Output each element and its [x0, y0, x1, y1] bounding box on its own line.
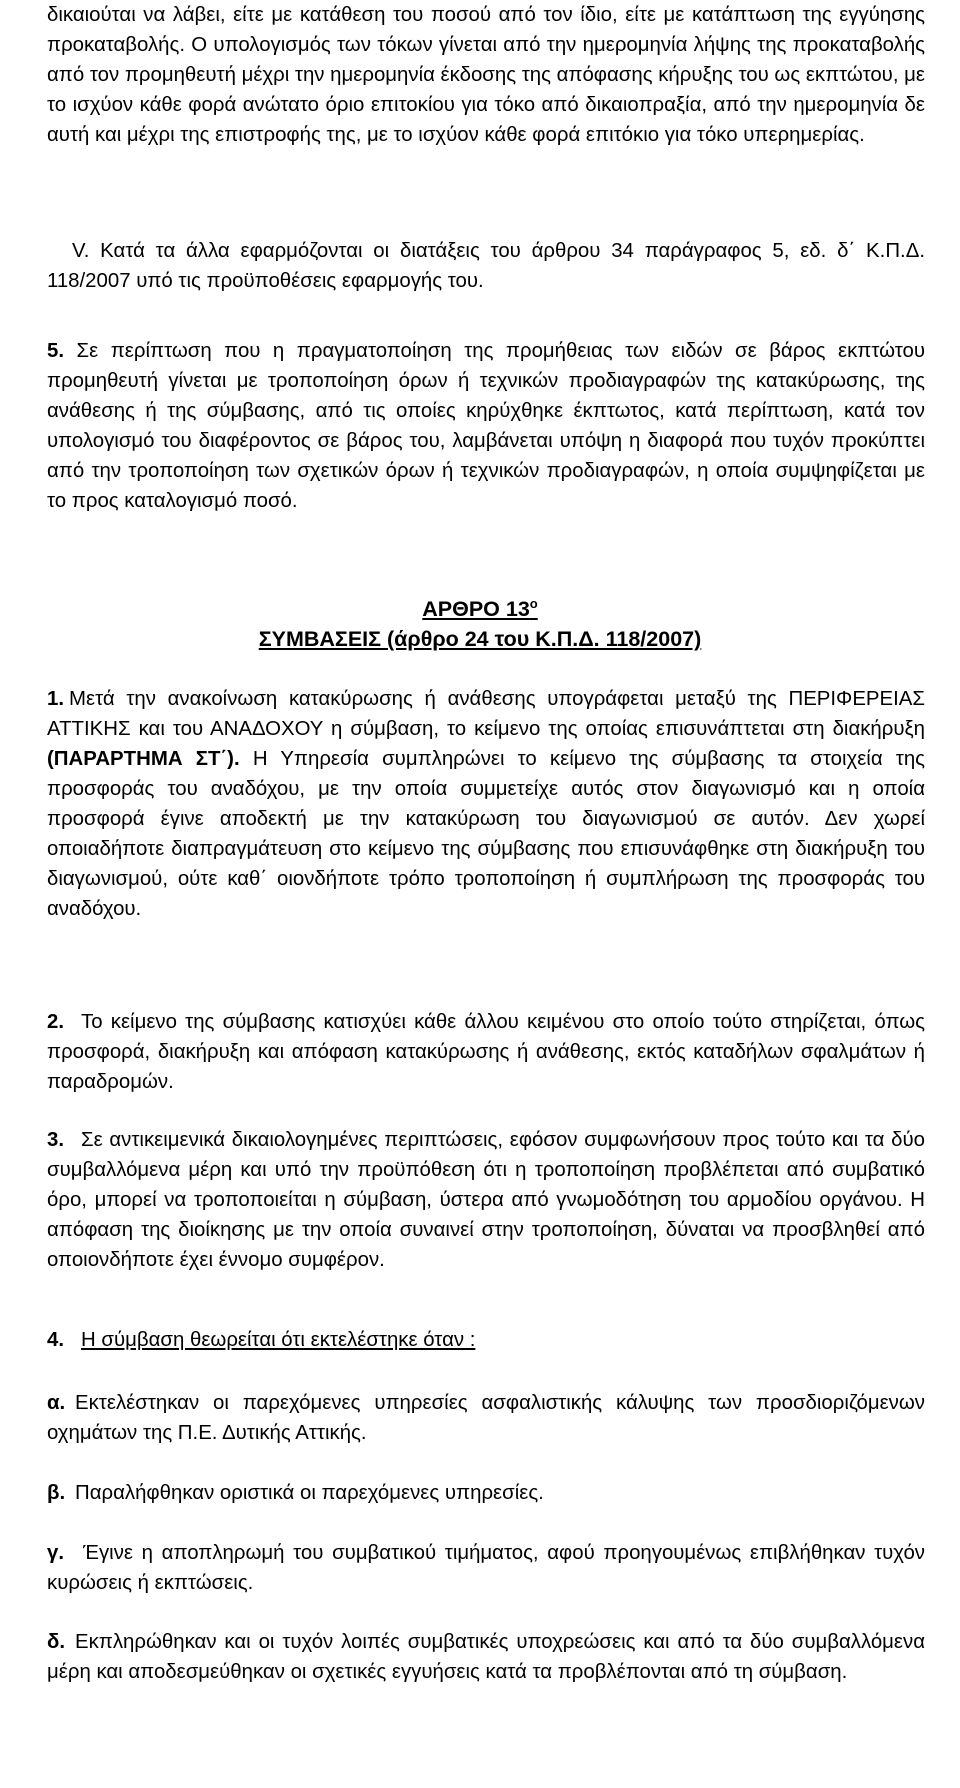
- subitem-d: [47, 1627, 925, 1687]
- item-5-text: Σε περίπτωση που η πραγματοποίηση της προμήθειας των ειδών σε βάρος εκπτώτου προμηθευτή γίνεται με τροποποίηση όρων ή τεχνικών προδιαγραφών της κατακύρωσης, της ανάθεσης ή της σύμβασης, από τις οποίες κηρύχθηκε έκπτωτος, κατά περίπτωση, κατά τον υπολογισμό του διαφέροντος σε βάρος του, λαμβάνεται υπόψη η διαφορά που τυχόν προκύπτει από την τροποποίηση των σχετικών όρων ή τεχνικών προδιαγραφών, η οποία συμψηφίζεται με το προς καταλογισμό ποσό.: [47, 340, 925, 512]
- article-subtitle: ΣΥΜΒΑΣΕΙΣ (άρθρο 24 του Κ.Π.Δ. 118/2007): [258, 627, 702, 651]
- item-2-text: Το κείμενο της σύμβασης κατισχύει κάθε άλλου κειμένου στο οποίο τούτο στηρίζεται, όπως προσφορά, διακήρυξη και απόφαση κατακύρωσης ή ανάθεσης, εκτός καταδήλων σφαλμάτων ή παραδρομών.: [47, 1011, 925, 1093]
- subitem-b-text: Παραλήφθηκαν οριστικά οι παρεχόμενες υπηρεσίες.: [75, 1482, 544, 1504]
- article-title: [0, 594, 960, 624]
- item-4: [47, 1325, 925, 1355]
- item-1: [47, 684, 925, 924]
- item-2-number: 2.: [47, 1011, 65, 1033]
- paragraph-v: V. Κατά τα άλλα εφαρμόζονται οι διατάξεις του άρθρου 34 παράγραφος 5, εδ. δ΄ Κ.Π.Δ. 118/2007 υπό τις προϋποθέσεις εφαρμογής του.: [47, 240, 925, 292]
- subitem-c-label: γ.: [47, 1542, 65, 1564]
- item-5: [47, 336, 925, 516]
- item-4-number: 4.: [47, 1329, 65, 1351]
- subitem-b-label: β.: [47, 1482, 66, 1504]
- subitem-a-text: Εκτελέστηκαν οι παρεχόμενες υπηρεσίες ασφαλιστικής κάλυψης των προσδιοριζόμενων οχημάτων της Π.Ε. Δυτικής Αττικής.: [47, 1392, 925, 1444]
- subitem-b: [47, 1478, 925, 1508]
- subitem-c: [47, 1538, 925, 1598]
- subitem-d-label: δ.: [47, 1631, 66, 1653]
- subitem-a-label: α.: [47, 1392, 66, 1414]
- item-1-text-b: Η Υπηρεσία συμπληρώνει το κείμενο της σύμβασης τα στοιχεία της προσφοράς του αναδόχου, με την οποία συμμετείχε αυτός στον διαγωνισμό και η οποία προσφορά έγινε αποδεκτή με την κατακύρωση του διαγωνισμού σε αυτόν. Δεν χωρεί οποιαδήποτε διαπραγμάτευση στο κείμενο της σύμβασης που επισυνάφθηκε στη διακήρυξη του διαγωνισμού, ούτε καθ΄ οιονδήποτε τρόπο τροποποίηση ή συμπλήρωση της προσφοράς του αναδόχου.: [47, 748, 925, 920]
- article-title-main: ΑΡΘΡΟ 13: [422, 597, 530, 621]
- item-1-text-a: Μετά την ανακοίνωση κατακύρωσης ή ανάθεσης υπογράφεται μεταξύ της ΠΕΡΙΦΕΡΕΙΑΣ ΑΤΤΙΚΗΣ και του ΑΝΑΔΟΧΟΥ η σύμβαση, το κείμενο της οποίας επισυνάπτεται στη διακήρυξη: [47, 688, 925, 740]
- subitem-d-text: Εκπληρώθηκαν και οι τυχόν λοιπές συμβατικές υποχρεώσεις και από τα δύο συμβαλλόμενα μέρη και αποδεσμεύθηκαν οι σχετικές εγγυήσεις κατά τα προβλέπονται από τη σύμβαση.: [47, 1631, 925, 1683]
- item-1-number: 1.: [47, 688, 65, 710]
- item-3: [47, 1125, 925, 1275]
- item-1-annex-ref: (ΠΑΡΑΡΤΗΜΑ ΣΤ΄).: [47, 748, 240, 770]
- item-3-number: 3.: [47, 1129, 65, 1151]
- article-title-sup: ο: [529, 595, 538, 611]
- subitem-a: [47, 1388, 925, 1448]
- subitem-c-text: Έγινε η αποπληρωμή του συμβατικού τιμήματος, αφού προηγουμένως επιβλήθηκαν τυχόν κυρώσεις ή εκπτώσεις.: [47, 1542, 925, 1594]
- item-4-text: Η σύμβαση θεωρείται ότι εκτελέστηκε όταν :: [81, 1329, 476, 1351]
- item-3-text: Σε αντικειμενικά δικαιολογημένες περιπτώσεις, εφόσον συμφωνήσουν προς τούτο και τα δύο συμβαλλόμενα μέρη και υπό την προϋπόθεση ότι η τροποποίηση προβλέπεται από συμβατικό όρο, μπορεί να τροποποιείται η σύμβαση, ύστερα από γνωμοδότηση του αρμοδίου οργάνου. Η απόφαση της διοίκησης με την οποία συναινεί στην τροποποίηση, δύναται να προσβληθεί από οποιονδήποτε έχει έννομο συμφέρον.: [47, 1129, 925, 1271]
- paragraph-top: δικαιούται να λάβει, είτε με κατάθεση του ποσού από τον ίδιο, είτε με κατάπτωση της εγγύησης προκαταβολής. Ο υπολογισμός των τόκων γίνεται από την ημερομηνία λήψης της προκαταβολής από τον προμηθευτή μέχρι την ημερομηνία έκδοσης της απόφασης κήρυξης του ως εκπτώτου, με το ισχύον κάθε φορά ανώτατο όριο επιτοκίου για τόκο από δικαιοπραξία, από την ημερομηνία δε αυτή και μέχρι της επιστροφής της, με το ισχύον κάθε φορά επιτόκιο για τόκο υπερημερίας.: [47, 4, 925, 146]
- item-5-number: 5.: [47, 340, 65, 362]
- item-2: [47, 1007, 925, 1097]
